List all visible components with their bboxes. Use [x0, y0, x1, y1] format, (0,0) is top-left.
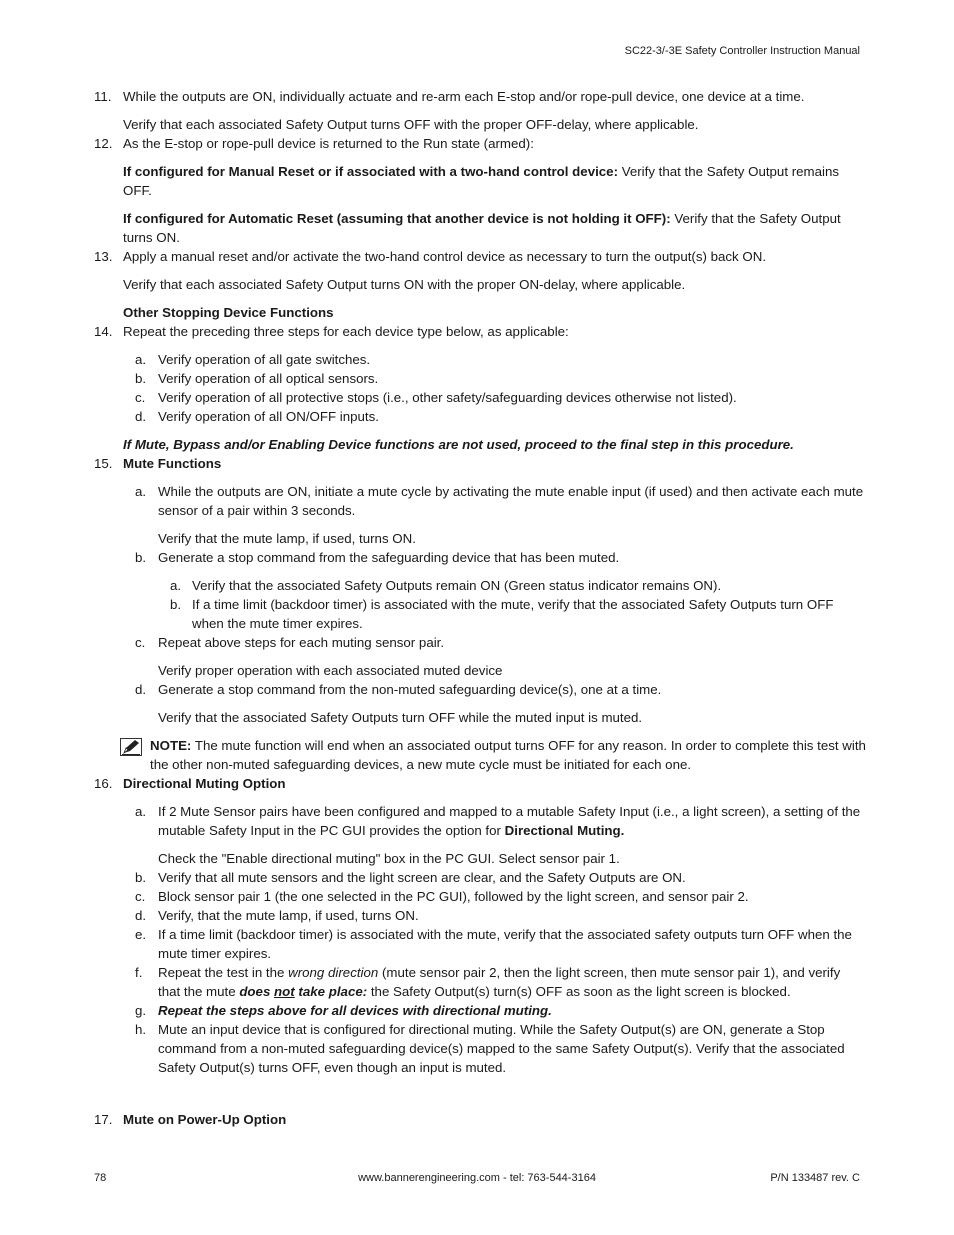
step-14-list — [94, 350, 866, 426]
step-text: As the E-stop or rope-pull device is returned to the Run state (armed): — [123, 136, 534, 151]
subheading — [123, 303, 866, 322]
list-item — [123, 407, 866, 426]
step-17 — [94, 1110, 866, 1129]
manual-reset-paragraph — [123, 162, 866, 200]
item-text: Mute an input device that is configured for directional muting. While the Safety Output(s) are ON, generate a Stop command from a non-muted safeguarding device(s) mapped to the same Safety Output(s). Verify that the associated Safety Output(s) turns OFF, even though an input is muted. — [158, 1022, 845, 1075]
part-number: P/N 133487 rev. C — [770, 1172, 860, 1184]
contact-info: www.bannerengineering.com - tel: 763-544-3164 — [358, 1172, 596, 1184]
step-number: 13. — [94, 249, 113, 264]
item-letter: c. — [135, 635, 146, 650]
step-number: 15. — [94, 456, 113, 471]
list-item — [123, 633, 866, 652]
item-letter: b. — [135, 870, 147, 885]
manual-reset-text: Verify that the Safety Output remains OFF. — [123, 164, 840, 198]
step-12 — [94, 134, 866, 153]
item-verify: Verify proper operation with each associated muted device — [158, 663, 503, 678]
step-title: Directional Muting Option — [123, 776, 286, 791]
item-text: Verify operation of all gate switches. — [158, 352, 371, 367]
item-letter: h. — [135, 1022, 147, 1037]
step-15 — [94, 454, 866, 473]
automatic-reset-paragraph — [123, 209, 866, 247]
item-text-part: Repeat the test in the — [158, 965, 289, 980]
automatic-reset-text: Verify that the Safety Output turns ON. — [123, 211, 841, 245]
page-footer — [94, 1171, 860, 1185]
list-item — [123, 350, 866, 369]
pencil-note-icon — [120, 736, 150, 774]
emphasis-does: does — [239, 984, 275, 999]
step-number: 17. — [94, 1112, 113, 1127]
step-number: 11. — [94, 89, 112, 104]
note-box — [120, 736, 866, 774]
item-text: Verify operation of all optical sensors. — [158, 371, 379, 386]
item-letter: b. — [135, 371, 147, 386]
automatic-reset-label: If configured for Automatic Reset (assuming that another device is not holding it OFF): — [123, 211, 671, 226]
item-text: Verify that the associated Safety Outputs remain ON (Green status indicator remains ON). — [192, 578, 722, 593]
list-item — [123, 925, 866, 963]
item-text-part: the Safety Output(s) turn(s) OFF as soon as the light screen is blocked. — [367, 984, 791, 999]
subheading-text: Other Stopping Device Functions — [123, 305, 334, 320]
item-letter: f. — [135, 965, 143, 980]
item-letter: d. — [135, 409, 147, 424]
step-13 — [94, 247, 866, 266]
item-letter: a. — [135, 804, 147, 819]
step-text: While the outputs are ON, individually actuate and re-arm each E-stop and/or rope-pull device, one device at a time. — [123, 89, 805, 104]
step-number: 14. — [94, 324, 113, 339]
step-11 — [94, 87, 866, 106]
step-title: Mute Functions — [123, 456, 222, 471]
nested-list — [94, 576, 866, 633]
item-letter: d. — [135, 682, 147, 697]
item-letter: b. — [135, 550, 147, 565]
step-number: 12. — [94, 136, 113, 151]
item-text: Repeat the steps above for all devices with directional muting. — [158, 1003, 552, 1018]
list-item — [123, 1020, 866, 1077]
list-item — [123, 482, 866, 520]
step-16 — [94, 774, 866, 793]
list-item — [123, 548, 866, 567]
skip-notice: If Mute, Bypass and/or Enabling Device functions are not used, proceed to the final step in this procedure. — [123, 437, 794, 452]
page-header: SC22-3/-3E Safety Controller Instruction Manual — [624, 45, 860, 57]
item-text-part: If 2 Mute Sensor pairs have been configured and mapped to a mutable Safety Input (i.e., a light screen), a setting of the mutable Safety Input in the PC GUI provides the option for — [158, 804, 861, 838]
item-text: Verify operation of all protective stops (i.e., other safety/safeguarding devices otherwise not listed). — [158, 390, 737, 405]
item-letter: a. — [135, 484, 147, 499]
step-number: 16. — [94, 776, 113, 791]
item-text: Verify, that the mute lamp, if used, turns ON. — [158, 908, 419, 923]
note-text — [150, 736, 866, 774]
item-text-part: (mute sensor pair 2, then the light screen, then mute sensor pair 1), and verify that the mute — [158, 965, 841, 999]
directional-muting-term: Directional Muting. — [504, 823, 625, 838]
item-text: If a time limit (backdoor timer) is associated with the mute, verify that the associated Safety Outputs turn OFF when the mute timer expires. — [192, 597, 834, 631]
page-number: 78 — [94, 1172, 107, 1184]
list-item — [123, 906, 866, 925]
item-text: Verify operation of all ON/OFF inputs. — [158, 409, 379, 424]
item-instruction: Check the "Enable directional muting" box in the PC GUI. Select sensor pair 1. — [158, 851, 620, 866]
list-item — [123, 388, 866, 407]
item-verify: Verify that the mute lamp, if used, turns ON. — [158, 531, 416, 546]
item-text: Generate a stop command from the safeguarding device that has been muted. — [158, 550, 620, 565]
emphasis-not: not — [274, 984, 295, 999]
list-item — [123, 963, 866, 1001]
list-item — [123, 887, 866, 906]
manual-reset-label: If configured for Manual Reset or if associated with a two-hand control device: — [123, 164, 619, 179]
item-text: Repeat above steps for each muting sensor pair. — [158, 635, 445, 650]
list-item — [123, 369, 866, 388]
list-item — [123, 1001, 866, 1020]
list-item — [123, 802, 866, 840]
nested-list-item — [158, 595, 866, 633]
step-11-verify: Verify that each associated Safety Output turns OFF with the proper OFF-delay, where applicable. — [123, 117, 699, 132]
step-13-verify: Verify that each associated Safety Output turns ON with the proper ON-delay, where applicable. — [123, 277, 686, 292]
item-letter: b. — [170, 597, 182, 612]
emphasis-take-place: take place: — [294, 984, 368, 999]
item-text — [158, 802, 866, 840]
item-text: If a time limit (backdoor timer) is associated with the mute, verify that the associated safety outputs turn OFF when the mute timer expires. — [158, 927, 852, 961]
note-body: The mute function will end when an associated output turns OFF for any reason. In order to complete this test with the other non-muted safeguarding devices, a new mute cycle must be initiated for each one. — [150, 738, 866, 772]
step-14 — [94, 322, 866, 341]
step-text: Repeat the preceding three steps for each device type below, as applicable: — [123, 324, 569, 339]
item-letter: c. — [135, 889, 146, 904]
note-label: NOTE: — [150, 738, 192, 753]
item-letter: a. — [170, 578, 182, 593]
list-item — [123, 868, 866, 887]
procedure-steps — [94, 87, 866, 1129]
item-text: Generate a stop command from the non-muted safeguarding device(s), one at a time. — [158, 682, 662, 697]
item-letter: a. — [135, 352, 147, 367]
wrong-direction-term: wrong direction — [288, 965, 379, 980]
step-text: Apply a manual reset and/or activate the two-hand control device as necessary to turn the output(s) back ON. — [123, 249, 767, 264]
item-text: Block sensor pair 1 (the one selected in the PC GUI), followed by the light screen, and sensor pair 2. — [158, 889, 749, 904]
item-letter: e. — [135, 927, 147, 942]
list-item — [123, 680, 866, 699]
item-text: Verify that all mute sensors and the light screen are clear, and the Safety Outputs are ON. — [158, 870, 686, 885]
item-text — [158, 963, 866, 1001]
step-title: Mute on Power-Up Option — [123, 1112, 287, 1127]
item-verify: Verify that the associated Safety Outputs turn OFF while the muted input is muted. — [158, 710, 643, 725]
item-letter: g. — [135, 1003, 147, 1018]
item-letter: c. — [135, 390, 146, 405]
item-letter: d. — [135, 908, 147, 923]
item-text: While the outputs are ON, initiate a mute cycle by activating the mute enable input (if used) and then activate each mute sensor of a pair within 3 seconds. — [158, 484, 864, 518]
nested-list-item — [158, 576, 866, 595]
